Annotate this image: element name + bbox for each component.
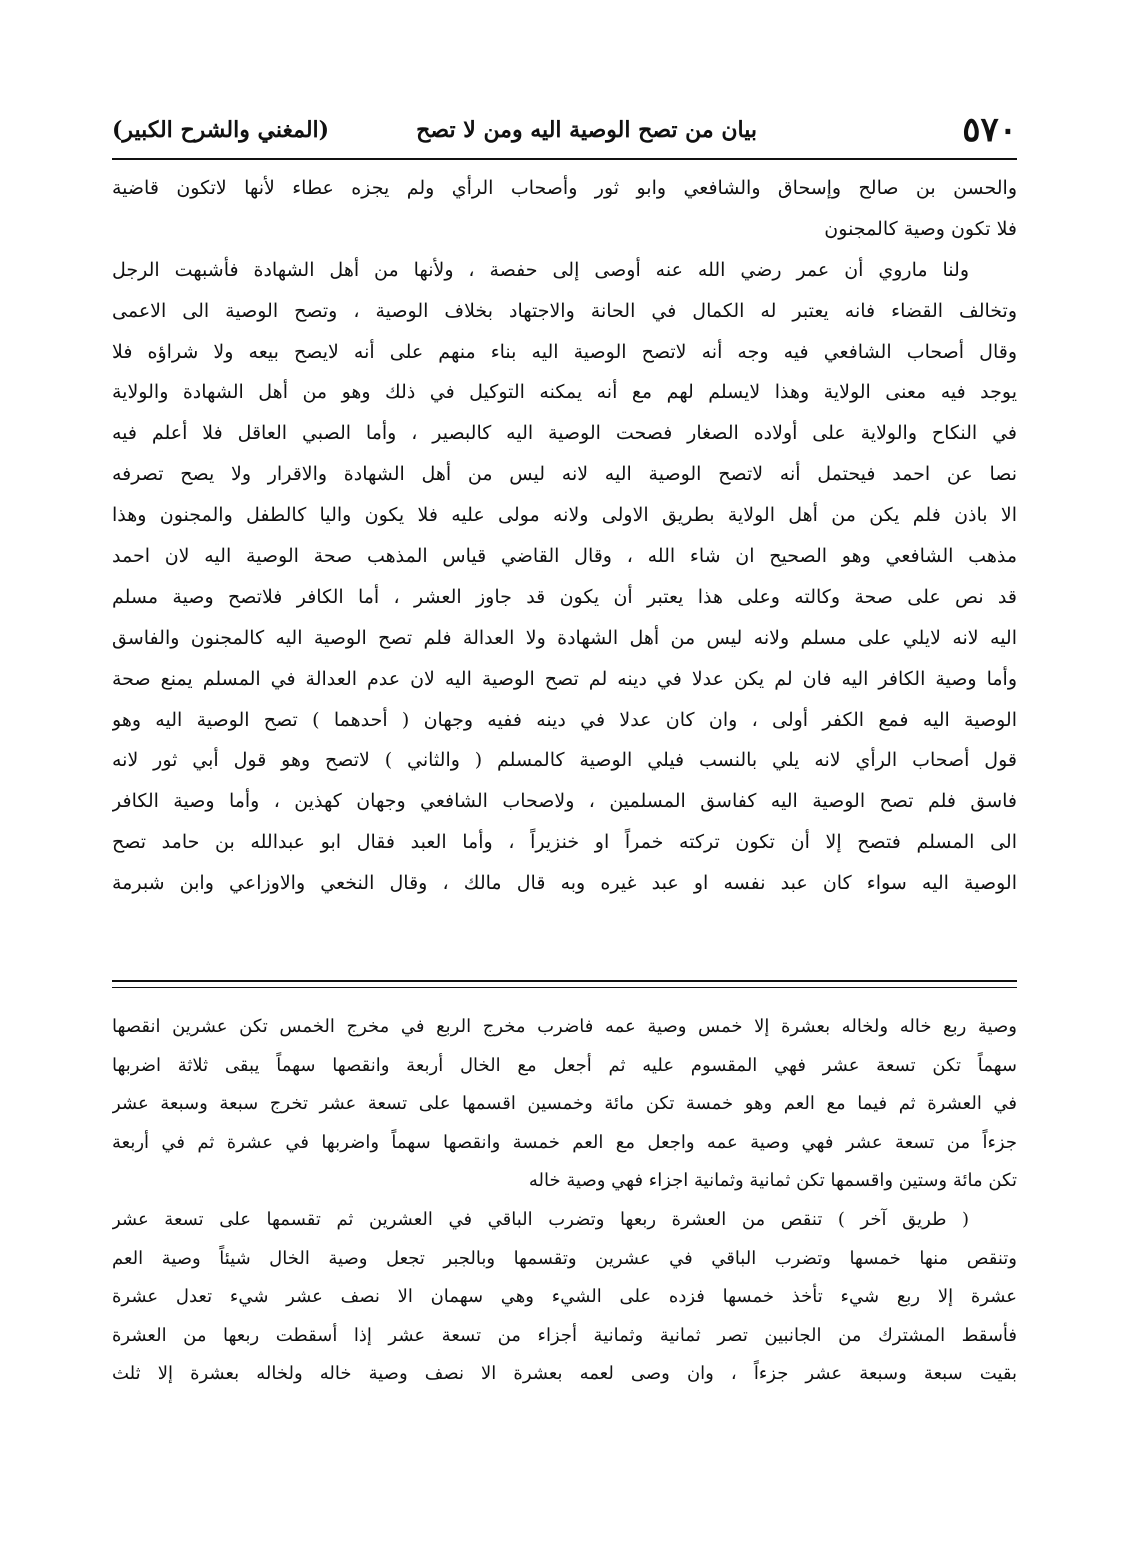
- header-rule: [112, 158, 1017, 160]
- text-line: قول أصحاب الرأي لانه يلي بالنسب فيلي الوصية كالمسلم ( والثاني ) لاتصح وهو قول أبي ثور لانه: [112, 749, 1017, 772]
- text-line: الى المسلم فتصح إلا أن تكون تركته خمراً او خنزيراً ، وأما العبد فقال ابو عبدالله بن حامد تصح: [112, 831, 1017, 854]
- text-line: الوصية اليه فمع الكفر أولى ، وان كان عدلا في دينه ففيه وجهان ( أحدهما ) تصح الوصية اليه وهو: [112, 708, 1017, 731]
- text-line: فاسق فلم تصح الوصية اليه كفاسق المسلمين ، ولاصحاب الشافعي وجهان كهذين ، وأما وصية الكافر: [112, 790, 1017, 813]
- note-line: عشرة إلا ربع شيء تأخذ خمسها فزده على الشيء وهي سهمان الا نصف عشر شيء تعدل عشرة: [112, 1286, 1017, 1308]
- text-line: ولنا ماروي أن عمر رضي الله عنه أوصى إلى حفصة ، ولأنها من أهل الشهادة فأشبهت الرجل: [112, 258, 969, 281]
- note-line: ( طريق آخر ) تنقص من العشرة ربعها وتضرب الباقي في العشرين ثم تقسمها على تسعة عشر: [112, 1208, 969, 1230]
- text-line: والحسن بن صالح وإسحاق والشافعي وابو ثور وأصحاب الرأي ولم يجزه عطاء لأنها لاتكون قاضية: [112, 177, 1017, 199]
- note-line: في العشرة ثم فيما مع العم وهو خمسة تكن مائة وخمسين اقسمها على تسعة عشر تخرج سبعة وسبعة عشر: [112, 1093, 1017, 1115]
- main-text: [112, 168, 1017, 904]
- text-line: في النكاح والولاية على أولاده الصغار فصحت الوصية اليه كالبصير ، وأما الصبي العاقل فلا أعلم فيه: [112, 422, 1017, 445]
- note-line: سهماً تكن تسعة عشر فهي المقسوم عليه ثم أجعل مع الخال أربعة وانقصها سهماً يبقى ثلاثة اضربها: [112, 1054, 1017, 1076]
- note-line: وصية ربع خاله ولخاله بعشرة إلا خمس وصية عمه فاضرب مخرج الربع في مخرج الخمس تكن عشرين انقصها: [112, 1016, 1017, 1037]
- text-line: فلا تكون وصية كالمجنون: [824, 217, 1017, 240]
- note-line: فأسقط المشترك من الجانبين تصر ثمانية وثمانية أجزاء من تسعة عشر إذا أسقطت ربعها من العشرة: [112, 1324, 1017, 1346]
- note-line: بقيت سبعة وسبعة عشر جزءاً ، وان وصى لعمه بعشرة الا نصف وصية خاله ولخاله بعشرة إلا ثلث: [112, 1363, 1017, 1385]
- footnote-separator: [112, 980, 1017, 988]
- note-line: وتنقص منها خمسها وتضرب الباقي في عشرين وتقسمها وبالجبر تجعل وصية الخال شيئاً وصية العم: [112, 1247, 1017, 1269]
- note-line: جزءاً من تسعة عشر فهي وصية عمه واجعل مع العم خمسة وانقصها سهماً واضربها في عشرة ثم في أربعة: [112, 1131, 1017, 1153]
- note-line: تكن مائة وستين واقسمها تكن ثمانية وثمانية اجزاء فهي وصية خاله: [528, 1170, 1017, 1192]
- text-line: وتخالف القضاء فانه يعتبر له الكمال في الحانة والاجتهاد بخلاف الوصية ، وتصح الوصية الى الاعمى: [112, 299, 1017, 322]
- text-line: قد نص على صحة وكالته وعلى هذا يعتبر أن يكون قد جاوز العشر ، أما الكافر فلاتصح وصية مسلم: [112, 585, 1017, 608]
- commentary-text: [112, 1008, 1017, 1394]
- text-line: الا باذن فلم يكن من أهل الولاية بطريق الاولى ولانه مولى عليه فلا يكون واليا كالطفل والمجنون وهذا: [112, 504, 1017, 527]
- book-title: (المغني والشرح الكبير): [112, 117, 330, 143]
- text-line: وقال أصحاب الشافعي فيه وجه أنه لاتصح الوصية اليه بناء منهم على أنه لايصح بيعه ولا شراؤه فلا: [112, 340, 1017, 363]
- page-number: ٥٧٠: [962, 110, 1017, 150]
- text-line: نصا عن احمد فيحتمل أنه لاتصح الوصية اليه لانه ليس من أهل الشهادة والاقرار ولا يصح تصرفه: [112, 463, 1017, 486]
- section-title: بيان من تصح الوصية اليه ومن لا تصح: [416, 117, 757, 143]
- text-line: يوجد فيه معنى الولاية وهذا لايسلم لهم مع أنه يمكنه التوكيل في ذلك وهو من أهل الشهادة والولاية: [112, 381, 1017, 404]
- text-line: اليه لانه لايلي على مسلم ولانه ليس من أهل الشهادة ولا العدالة فلم تصح الوصية اليه كالمجنون والفاسق: [112, 626, 1017, 649]
- text-line: مذهب الشافعي وهو الصحيح ان شاء الله ، وقال القاضي قياس المذهب صحة الوصية اليه لان احمد: [112, 545, 1017, 568]
- text-line: الوصية اليه سواء كان عبد نفسه او عبد غيره وبه قال مالك ، وقال النخعي والاوزاعي وابن شبرمة: [112, 872, 1017, 895]
- page-header: [112, 108, 1017, 152]
- text-line: وأما وصية الكافر اليه فان لم يكن عدلا في دينه لم تصح الوصية اليه لان عدم العدالة في المسلم يمنع صحة: [112, 667, 1017, 690]
